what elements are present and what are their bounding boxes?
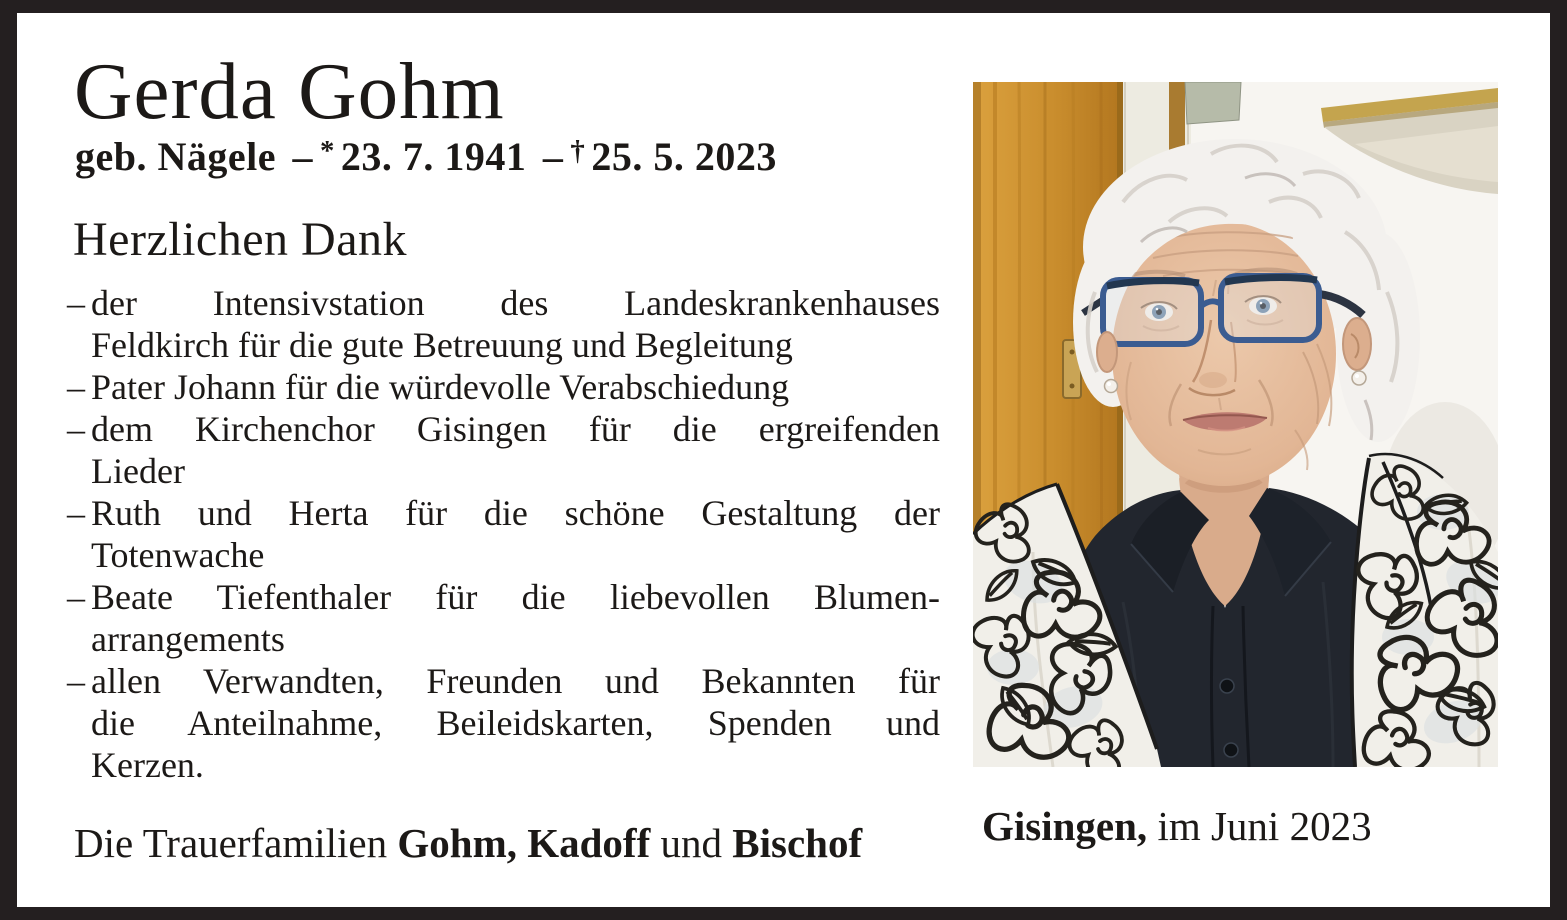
families-prefix: Die Trauerfamilien bbox=[74, 820, 388, 866]
place-date-line bbox=[982, 802, 1372, 850]
maiden-name: geb. Nägele bbox=[75, 134, 277, 179]
separator-dash: – bbox=[292, 134, 314, 179]
bullet-dash: – bbox=[67, 283, 85, 323]
thanks-item bbox=[67, 576, 940, 660]
face bbox=[1112, 222, 1336, 486]
thanks-line: Pater Johann für die würdevolle Verabschiedung bbox=[91, 367, 790, 407]
bullet-dash: – bbox=[67, 577, 85, 617]
thanks-heading: Herzlichen Dank bbox=[73, 213, 408, 266]
portrait-photo bbox=[973, 82, 1498, 767]
thanks-line: Lieder bbox=[91, 451, 185, 491]
bullet-dash: – bbox=[67, 409, 85, 449]
thanks-line: allen Verwandten, Freunden und Bekannten für bbox=[91, 661, 940, 701]
deceased-name: Gerda Gohm bbox=[74, 46, 505, 136]
thanks-item bbox=[67, 492, 940, 576]
thanks-item bbox=[67, 660, 940, 786]
birth-date: 23. 7. 1941 bbox=[340, 134, 527, 179]
separator-dash: – bbox=[542, 134, 564, 179]
death-date: 25. 5. 2023 bbox=[591, 134, 777, 179]
thanks-line: der Intensivstation des Landeskrankenhauses bbox=[91, 283, 940, 323]
thanks-list bbox=[67, 282, 940, 786]
thanks-line: Kerzen. bbox=[91, 745, 204, 785]
thanks-line: arrangements bbox=[91, 619, 285, 659]
thanks-line: Totenwache bbox=[91, 535, 265, 575]
thanks-line: Beate Tiefenthaler für die liebevollen Blumen- bbox=[91, 577, 940, 617]
birth-death-line bbox=[75, 133, 777, 180]
date-text: im Juni 2023 bbox=[1157, 803, 1372, 849]
thanks-line: die Anteilnahme, Beileidskarten, Spenden und bbox=[91, 703, 940, 743]
family-name-bold-2: Bischof bbox=[732, 820, 863, 866]
bullet-dash: – bbox=[67, 367, 85, 407]
mourning-families-line bbox=[74, 819, 862, 867]
obituary-card bbox=[17, 13, 1550, 907]
thanks-line: dem Kirchenchor Gisingen für die ergreifenden bbox=[91, 409, 940, 449]
death-cross-symbol: † bbox=[570, 135, 586, 168]
family-names-bold: Gohm, Kadoff bbox=[397, 820, 651, 866]
families-conjunction: und bbox=[660, 820, 722, 866]
bullet-dash: – bbox=[67, 661, 85, 701]
place-name: Gisingen, bbox=[982, 803, 1148, 849]
thanks-line: Ruth und Herta für die schöne Gestaltung der bbox=[91, 493, 940, 533]
thanks-item bbox=[67, 408, 940, 492]
thanks-line: Feldkirch für die gute Betreuung und Begleitung bbox=[91, 325, 793, 365]
birth-star-symbol: * bbox=[320, 135, 335, 168]
thanks-item bbox=[67, 366, 940, 408]
bullet-dash: – bbox=[67, 493, 85, 533]
thanks-item bbox=[67, 282, 940, 366]
